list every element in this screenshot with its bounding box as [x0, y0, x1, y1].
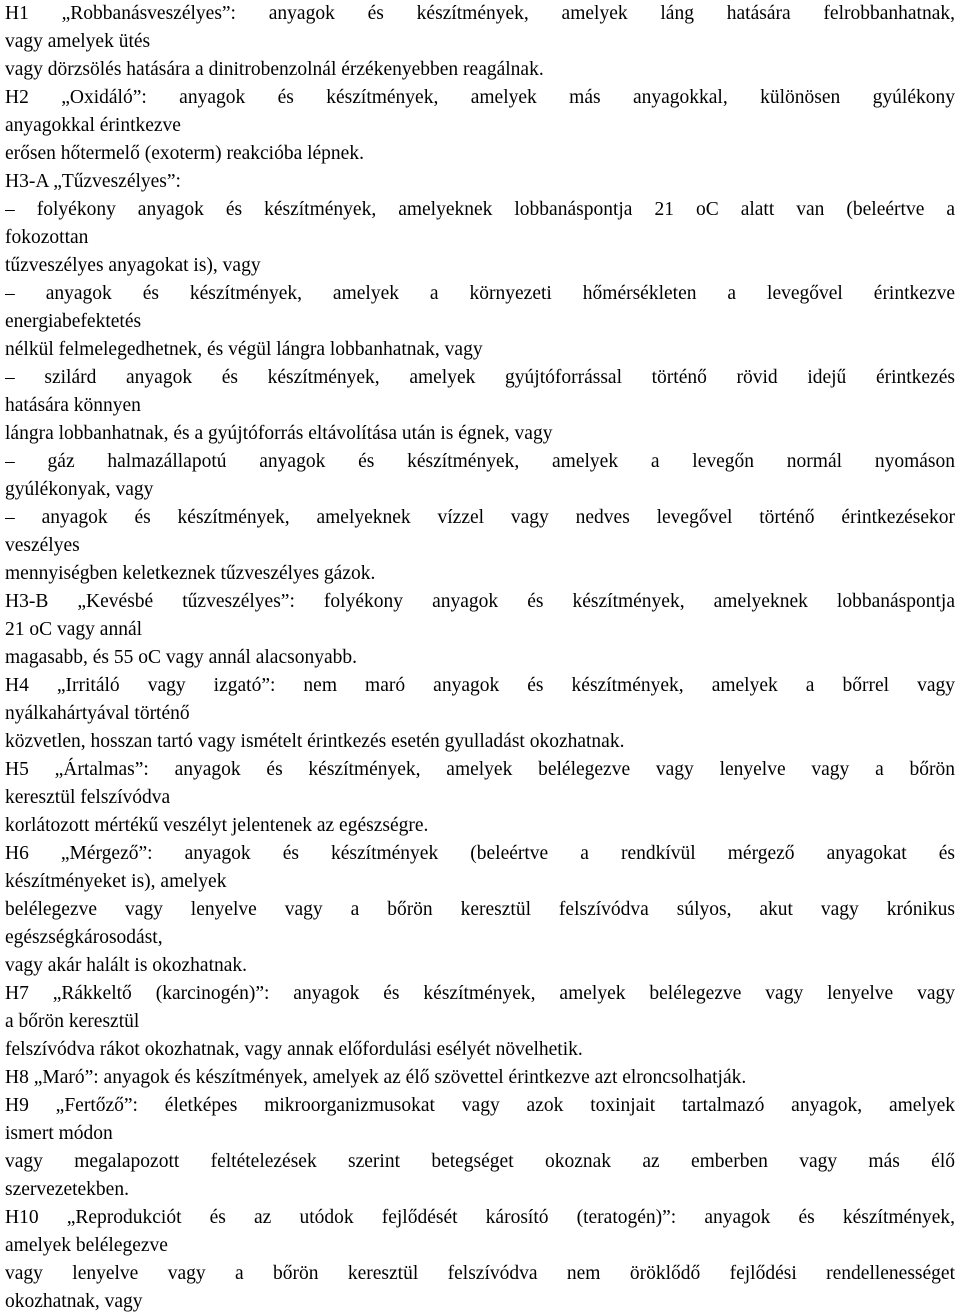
text-line: keresztül felszívódva: [5, 787, 171, 808]
text-line: H3-B „Kevésbé tűzveszélyes”: folyékony anyagok és készítmények, amelyeknek lobbanáspontja: [5, 591, 955, 612]
text-line: veszélyes: [5, 535, 80, 556]
text-line: okozhatnak, vagy: [5, 1291, 143, 1312]
text-line: szervezetekben.: [5, 1179, 129, 1200]
text-line: mennyiségben keletkeznek tűzveszélyes gázok.: [5, 563, 376, 584]
text-line: nyálkahártyával történő: [5, 703, 190, 724]
text-line: 21 oC vagy annál: [5, 619, 143, 640]
text-line: H7 „Rákkeltő (karcinogén)”: anyagok és készítmények, amelyek belélegezve vagy lenyelve vagy: [5, 983, 955, 1004]
text-line: lángra lobbanhatnak, és a gyújtóforrás eltávolítása után is égnek, vagy: [5, 423, 553, 444]
text-line: H10 „Reprodukciót és az utódok fejlődését károsító (teratogén)”: anyagok és készítmények,: [5, 1207, 955, 1228]
text-line: H1 „Robbanásveszélyes”: anyagok és készítmények, amelyek láng hatására felrobbanhatnak,: [5, 3, 955, 24]
text-line: H8 „Maró”: anyagok és készítmények, amelyek az élő szövettel érintkezve azt elroncsolhatják.: [5, 1067, 747, 1088]
text-line: gyúlékonyak, vagy: [5, 479, 154, 500]
text-line: H3-A „Tűzveszélyes”:: [5, 171, 181, 192]
text-line: belélegezve vagy lenyelve vagy a bőrön keresztül felszívódva súlyos, akut vagy krónikus: [5, 899, 955, 920]
text-line: készítményeket is), amelyek: [5, 871, 227, 892]
text-line: H6 „Mérgező”: anyagok és készítmények (beleértve a rendkívül mérgező anyagokat és: [5, 843, 955, 864]
text-line: erősen hőtermelő (exoterm) reakcióba lépnek.: [5, 143, 364, 164]
text-line: – gáz halmazállapotú anyagok és készítmények, amelyek a levegőn normál nyomáson: [5, 451, 955, 472]
text-line: vagy akár halált is okozhatnak.: [5, 955, 248, 976]
text-line: ismert módon: [5, 1123, 113, 1144]
text-line: H9 „Fertőző”: életképes mikroorganizmusokat vagy azok toxinjait tartalmazó anyagok, amelyek: [5, 1095, 955, 1116]
text-line: – anyagok és készítmények, amelyek a környezeti hőmérsékleten a levegővel érintkezve: [5, 283, 955, 304]
text-line: vagy lenyelve vagy a bőrön keresztül felszívódva nem öröklődő fejlődési rendellenességet: [5, 1263, 955, 1284]
text-line: – anyagok és készítmények, amelyeknek vízzel vagy nedves levegővel történő érintkezésekor: [5, 507, 955, 528]
text-line: anyagokkal érintkezve: [5, 115, 181, 136]
text-line: vagy amelyek ütés: [5, 31, 151, 52]
text-line: – szilárd anyagok és készítmények, amelyek gyújtóforrással történő rövid idejű érintkezés: [5, 367, 955, 388]
text-line: H2 „Oxidáló”: anyagok és készítmények, amelyek más anyagokkal, különösen gyúlékony: [5, 87, 955, 108]
text-line: H5 „Ártalmas”: anyagok és készítmények, amelyek belélegezve vagy lenyelve vagy a bőrön: [5, 759, 955, 780]
text-line: – folyékony anyagok és készítmények, amelyeknek lobbanáspontja 21 oC alatt van (beleértve a: [5, 199, 955, 220]
text-line: felszívódva rákot okozhatnak, vagy annak előfordulási esélyét növelhetik.: [5, 1039, 583, 1060]
text-line: magasabb, és 55 oC vagy annál alacsonyabb.: [5, 647, 357, 668]
text-line: vagy dörzsölés hatására a dinitrobenzolnál érzékenyebben reagálnak.: [5, 59, 544, 80]
text-line: a bőrön keresztül: [5, 1011, 140, 1032]
text-line: hatására könnyen: [5, 395, 141, 416]
text-line: vagy megalapozott feltételezések szerint betegséget okoznak az emberben vagy más élő: [5, 1151, 955, 1172]
text-line: egészségkárosodást,: [5, 927, 163, 948]
text-line: amelyek belélegezve: [5, 1235, 168, 1256]
text-line: tűzveszélyes anyagokat is), vagy: [5, 255, 261, 276]
text-line: korlátozott mértékű veszélyt jelentenek az egészségre.: [5, 815, 429, 836]
text-line: H4 „Irritáló vagy izgató”: nem maró anyagok és készítmények, amelyek a bőrrel vagy: [5, 675, 955, 696]
text-line: nélkül felmelegedhetnek, és végül lángra lobbanhatnak, vagy: [5, 339, 483, 360]
text-line: energiabefektetés: [5, 311, 142, 332]
text-line: fokozottan: [5, 227, 89, 248]
text-line: közvetlen, hosszan tartó vagy ismételt érintkezés esetén gyulladást okozhatnak.: [5, 731, 625, 752]
